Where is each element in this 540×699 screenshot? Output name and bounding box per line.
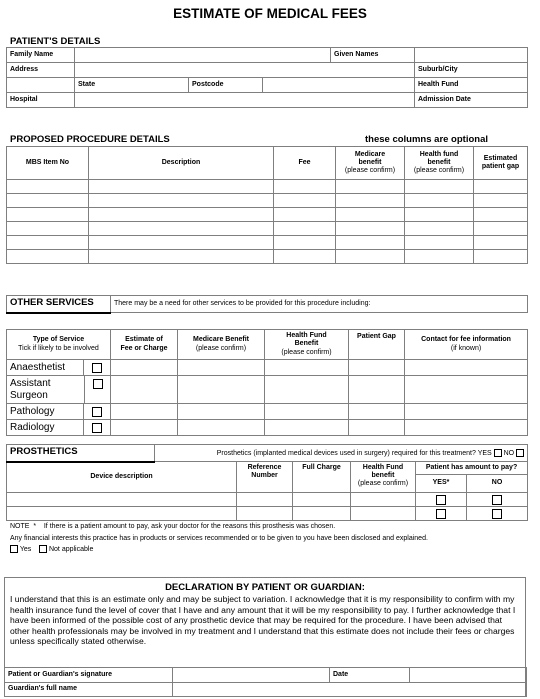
interests-yes-checkbox[interactable]: [10, 545, 18, 553]
anaesthetist-checkbox[interactable]: [92, 363, 102, 373]
service-row-assistant-surgeon: [7, 376, 528, 404]
radiology-contact[interactable]: [405, 420, 528, 436]
procedure-row[interactable]: [7, 222, 528, 236]
anaesthetist-medicare[interactable]: [178, 360, 265, 376]
service-label: Anaesthetist: [10, 361, 66, 373]
col-medicare-benefit-other: Medicare Benefit (please confirm): [178, 330, 265, 360]
signature-field[interactable]: [173, 668, 330, 683]
procedure-table: [6, 146, 528, 264]
col-patient-gap: Patient Gap: [349, 330, 405, 360]
assistant-contact[interactable]: [405, 376, 528, 404]
radiology-gap[interactable]: [349, 420, 405, 436]
col-full-charge: Full Charge: [293, 462, 351, 493]
signature-label: Patient or Guardian's signature: [5, 668, 173, 683]
col-fee: Fee: [274, 147, 336, 180]
state-postcode-row: [75, 78, 415, 93]
address-label: Address: [7, 63, 75, 78]
service-row-radiology: [7, 420, 528, 436]
radiology-checkbox[interactable]: [92, 423, 102, 433]
radiology-medicare[interactable]: [178, 420, 265, 436]
date-label: Date: [330, 668, 410, 683]
state-label: State: [75, 78, 189, 92]
procedure-row[interactable]: [7, 180, 528, 194]
pathology-contact[interactable]: [405, 404, 528, 420]
patient-details-table: [6, 47, 528, 108]
other-services-intro: There may be a need for other services to be provided for this procedure including:: [111, 296, 528, 313]
patient-details-heading: PATIENT'S DETAILS: [10, 36, 101, 47]
other-services-heading: OTHER SERVICES: [7, 296, 111, 313]
pathology-gap[interactable]: [349, 404, 405, 420]
prosthetics-yes-label: YES: [477, 449, 492, 457]
prosthesis-yes-checkbox[interactable]: [436, 495, 446, 505]
signature-table: [4, 667, 527, 697]
hospital-label: Hospital: [7, 93, 75, 108]
radiology-fund[interactable]: [265, 420, 349, 436]
col-amount-yes: YES*: [416, 475, 467, 493]
form-title: ESTIMATE OF MEDICAL FEES: [173, 6, 367, 21]
procedure-row[interactable]: [7, 236, 528, 250]
col-health-fund-benefit-other: Health Fund Benefit (please confirm): [265, 330, 349, 360]
procedure-row[interactable]: [7, 208, 528, 222]
interests-na-label: Not applicable: [48, 545, 94, 553]
given-names-field[interactable]: [415, 48, 528, 63]
address-field-2[interactable]: [7, 78, 75, 93]
prosthesis-no-checkbox[interactable]: [492, 509, 502, 519]
pathology-estimate[interactable]: [111, 404, 178, 420]
prosthesis-row: [7, 507, 528, 521]
prosthesis-yes-checkbox[interactable]: [436, 509, 446, 519]
other-services-table: [6, 295, 528, 436]
col-estimate-fee: Estimate of Fee or Charge: [111, 330, 178, 360]
col-mbs-item: MBS Item No: [7, 147, 89, 180]
postcode-label: Postcode: [189, 78, 263, 92]
anaesthetist-fund[interactable]: [265, 360, 349, 376]
pathology-medicare[interactable]: [178, 404, 265, 420]
prosthetics-no-label: NO: [503, 449, 515, 457]
anaesthetist-contact[interactable]: [405, 360, 528, 376]
family-name-field[interactable]: [75, 48, 331, 63]
address-field[interactable]: [75, 63, 415, 78]
date-field[interactable]: [410, 668, 527, 683]
procedure-row[interactable]: [7, 194, 528, 208]
financial-interests-note: Any financial interests this practice has in products or services recommended or to be given to you have been disclosed and explained.: [10, 535, 428, 542]
health-fund-label: Health Fund: [415, 78, 528, 93]
anaesthetist-gap[interactable]: [349, 360, 405, 376]
procedure-heading: PROPOSED PROCEDURE DETAILS: [10, 134, 170, 145]
assistant-gap[interactable]: [349, 376, 405, 404]
prosthetics-table: [6, 444, 528, 521]
col-health-fund-benefit: Health fund benefit (please confirm): [405, 147, 474, 180]
assistant-medicare[interactable]: [178, 376, 265, 404]
prosthetics-question-row: [155, 445, 528, 462]
interests-na-checkbox[interactable]: [39, 545, 47, 553]
guardian-name-field[interactable]: [173, 683, 527, 697]
service-label: Radiology: [10, 421, 55, 433]
pathology-fund[interactable]: [265, 404, 349, 420]
service-row-pathology: [7, 404, 528, 420]
col-medicare-benefit: Medicare benefit (please confirm): [336, 147, 405, 180]
prosthetics-no-checkbox[interactable]: [516, 449, 524, 457]
assistant-surgeon-checkbox[interactable]: [93, 379, 103, 389]
col-health-fund-prosthesis: Health Fund benefit (please confirm): [351, 462, 416, 493]
radiology-estimate[interactable]: [111, 420, 178, 436]
declaration-heading: DECLARATION BY PATIENT OR GUARDIAN:: [165, 582, 365, 593]
financial-interests-options: [10, 545, 93, 553]
declaration-body: I understand that this is an estimate only and may be subject to variation. I acknowledge that it is my responsibility to confirm with my health insurance fund the level of cover that I have and any amount that it will be my responsibility to pay. I further acknowledge that I have been informed of the possible cost of any prosthetic device that may be required for the procedure. I have been advised that other health professionals may be involved in my treatment and I understand that this estimate does not include their fees or charges unless specifically stated otherwise.: [10, 594, 516, 647]
col-patient-amount: Patient has amount to pay?: [416, 462, 528, 475]
col-description: Description: [89, 147, 274, 180]
assistant-fund[interactable]: [265, 376, 349, 404]
col-estimated-gap: Estimated patient gap: [474, 147, 528, 180]
suburb-city-label: Suburb/City: [415, 63, 528, 78]
service-row-anaesthetist: [7, 360, 528, 376]
prosthesis-no-checkbox[interactable]: [492, 495, 502, 505]
col-reference-number: Reference Number: [237, 462, 293, 493]
pathology-checkbox[interactable]: [92, 407, 102, 417]
prosthesis-note: NOTE * If there is a patient amount to pay, ask your doctor for the reasons this prosthesis was chosen.: [10, 523, 336, 530]
procedure-row[interactable]: [7, 250, 528, 264]
col-contact: Contact for fee information (if known): [405, 330, 528, 360]
col-device-description: Device description: [7, 462, 237, 493]
col-type-of-service: Type of Service Tick if likely to be involved: [7, 330, 111, 360]
optional-columns-note: these columns are optional: [365, 134, 488, 145]
prosthesis-row: [7, 493, 528, 507]
service-label: Assistant Surgeon: [10, 378, 51, 401]
given-names-label: Given Names: [331, 48, 415, 63]
prosthetics-yes-checkbox[interactable]: [494, 449, 502, 457]
family-name-label: Family Name: [7, 48, 75, 63]
service-label: Pathology: [10, 405, 55, 417]
interests-yes-label: Yes: [19, 545, 32, 553]
prosthetics-question: Prosthetics (implanted medical devices used in surgery) required for this treatment?: [216, 449, 476, 457]
hospital-field[interactable]: [75, 93, 415, 108]
assistant-estimate[interactable]: [111, 376, 178, 404]
col-amount-no: NO: [467, 475, 528, 493]
guardian-name-label: Guardian's full name: [5, 683, 173, 697]
anaesthetist-estimate[interactable]: [111, 360, 178, 376]
admission-date-label: Admission Date: [415, 93, 528, 108]
prosthetics-heading: PROSTHETICS: [7, 445, 155, 462]
